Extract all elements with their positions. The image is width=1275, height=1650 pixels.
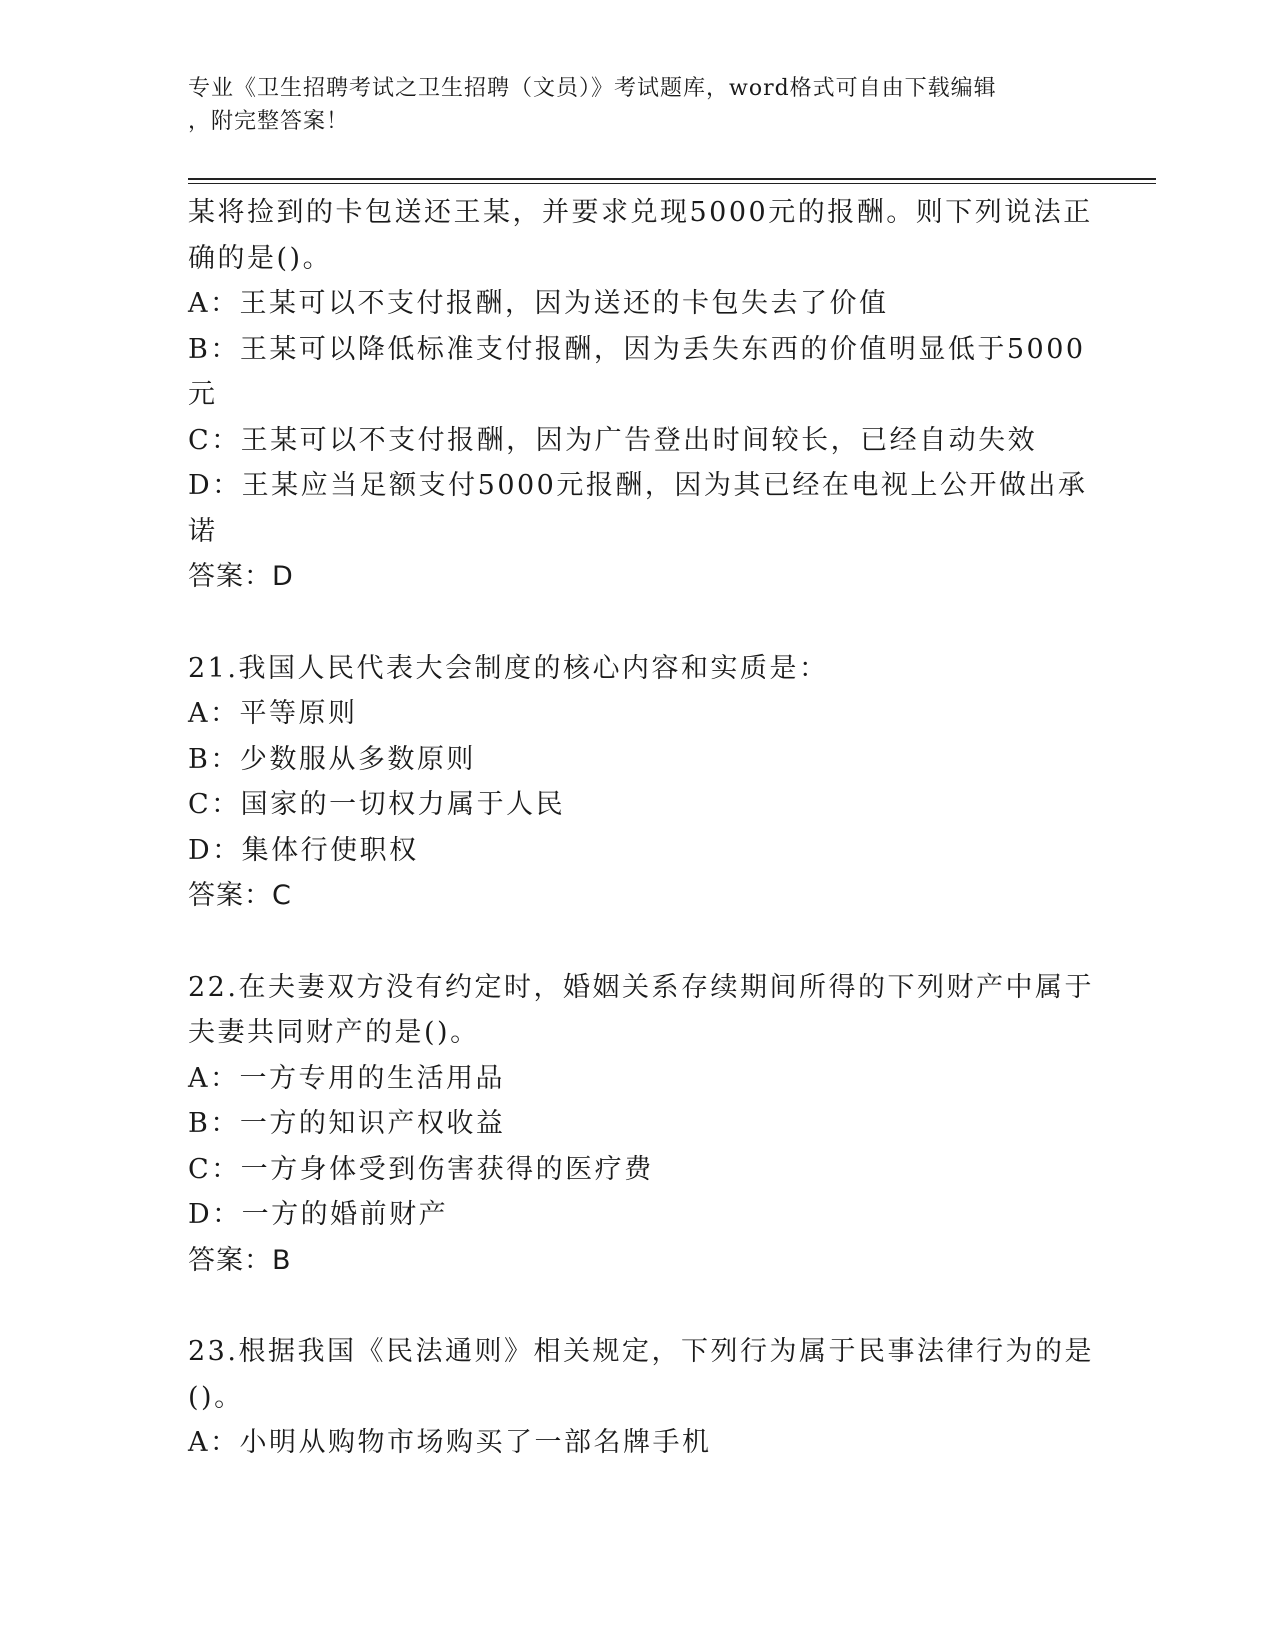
header-line-2: ，附完整答案！: [188, 109, 350, 134]
option-a: A：一方专用的生活用品: [188, 1062, 505, 1094]
option-a: A：王某可以不支付报酬，因为送还的卡包失去了价值: [188, 288, 889, 319]
spacer: [188, 1283, 1088, 1329]
header-line-1: 专业《卫生招聘考试之卫生招聘（文员）》考试题库，word格式可自由下载编辑: [188, 76, 997, 101]
option-c: C：一方身体受到伤害获得的医疗费: [188, 1153, 654, 1185]
option-d: D：集体行使职权: [188, 834, 419, 866]
answer: 答案：B: [188, 1244, 292, 1276]
question-22: [188, 965, 1094, 1284]
option-d: D：王某应当足额支付5000元报酬，因为其已经在电视上公开做出承: [188, 470, 1088, 501]
question-list: [188, 190, 1094, 1466]
question-23: [188, 1329, 1094, 1466]
question-stem: 21.我国人民代表大会制度的核心内容和实质是：: [188, 652, 829, 684]
question-stem: 某将捡到的卡包送还王某，并要求兑现5000元的报酬。则下列说法正: [188, 197, 1093, 228]
question-stem: 23.根据我国《民法通则》相关规定，下列行为属于民事法律行为的是: [188, 1336, 1094, 1367]
question-20: [188, 190, 1093, 600]
answer: 答案：C: [188, 880, 292, 911]
answer: 答案：D: [188, 561, 294, 592]
option-b-continued: 元: [188, 379, 218, 410]
question-stem: ()。: [188, 1381, 244, 1413]
question-stem: 确的是()。: [188, 242, 333, 274]
option-c: C：王某可以不支付报酬，因为广告登出时间较长，已经自动失效: [188, 424, 1038, 456]
option-b: B：少数服从多数原则: [188, 743, 476, 775]
question-21: [188, 646, 1088, 919]
question-stem: 22.在夫妻双方没有约定时，婚姻关系存续期间所得的下列财产中属于: [188, 971, 1094, 1003]
option-b: B：王某可以降低标准支付报酬，因为丢失东西的价值明显低于5000: [188, 333, 1086, 365]
option-d: D：一方的婚前财产: [188, 1199, 449, 1230]
option-a: A：小明从购物市场购买了一部名牌手机: [188, 1427, 712, 1458]
spacer: [188, 600, 1088, 646]
option-a: A：平等原则: [188, 698, 358, 729]
document-header: [188, 72, 1068, 138]
header-divider-thin: [188, 183, 1156, 184]
question-stem: 夫妻共同财产的是()。: [188, 1017, 480, 1048]
option-c: C：国家的一切权力属于人民: [188, 789, 566, 820]
spacer: [188, 919, 1088, 965]
option-b: B：一方的知识产权收益: [188, 1108, 506, 1139]
option-d-continued: 诺: [188, 515, 218, 547]
header-divider-thick: [188, 178, 1156, 180]
